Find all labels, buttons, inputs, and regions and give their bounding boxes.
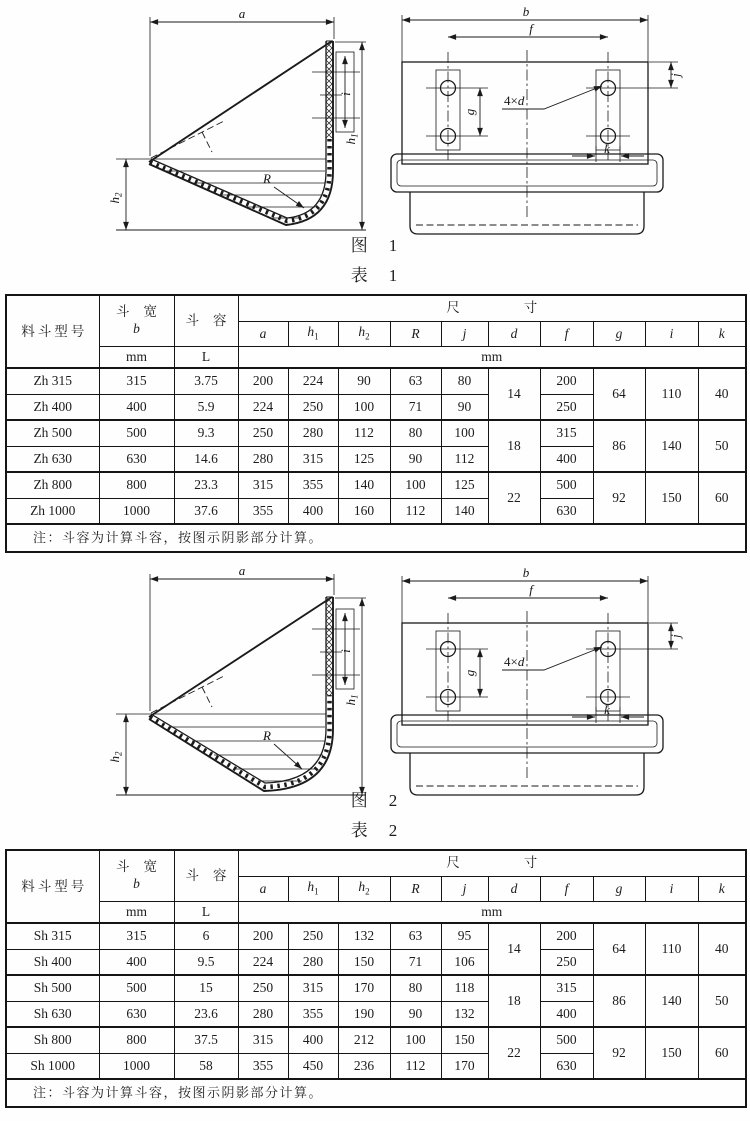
figure-2 [0,553,750,787]
dim-label-k: k [604,702,610,717]
cell-k: 50 [698,975,746,1027]
cell-b: 630 [99,446,174,472]
cell-f: 400 [540,446,593,472]
cell-f: 630 [540,498,593,524]
cell-a: 280 [238,1001,288,1027]
cell-a: 355 [238,498,288,524]
cell-a: 280 [238,446,288,472]
col-header-h1: $h_1$ [288,321,338,346]
cell-g: 92 [593,1027,645,1079]
cell-R: 100 [390,1027,441,1053]
cell-R: 71 [390,394,441,420]
table-note: 注：斗容为计算斗容，按图示阴影部分计算。 [6,1079,746,1107]
cell-j: 150 [441,1027,488,1053]
table-row [6,420,746,446]
cell-f: 250 [540,394,593,420]
dim-label-b: b [522,567,530,580]
cell-d: 22 [488,472,540,524]
holes-label: 4×d [504,93,525,108]
col-header-f: f [540,876,593,901]
cell-a: 250 [238,975,288,1001]
cell-f: 200 [540,923,593,949]
spec-table-2 [5,849,747,1108]
cell-g: 86 [593,975,645,1027]
cell-a: 315 [238,1027,288,1053]
figure2-caption: 图 2 [350,791,400,810]
dim-label-k: k [604,141,610,156]
cell-h1: 280 [288,949,338,975]
bucket-mouth-edge [149,597,332,717]
cell-h2: 150 [338,949,390,975]
cell-R: 80 [390,975,441,1001]
cell-h1: 450 [288,1053,338,1079]
unit-L: L [174,346,238,368]
R-leader [274,187,304,208]
cell-j: 106 [441,949,488,975]
cell-model: Zh 800 [6,472,99,498]
cell-d: 14 [488,368,540,420]
cell-i: 110 [645,368,698,420]
cell-model: Zh 1000 [6,498,99,524]
cell-cap: 23.3 [174,472,238,498]
cell-model: Sh 500 [6,975,99,1001]
back-plate [402,623,648,725]
cell-R: 90 [390,1001,441,1027]
cell-f: 500 [540,472,593,498]
col-header-i: i [645,321,698,346]
unit-mm: mm [238,346,746,368]
cell-f: 400 [540,1001,593,1027]
cell-h2: 160 [338,498,390,524]
table2-caption: 表 2 [350,821,400,840]
bucket-inner-shell [151,41,326,218]
dim-label-i: i [338,92,353,96]
table-row [6,923,746,949]
cell-k: 60 [698,1027,746,1079]
cell-h2: 112 [338,420,390,446]
col-header-R: R [390,321,441,346]
table-row [6,368,746,394]
cell-model: Sh 800 [6,1027,99,1053]
cell-h2: 90 [338,368,390,394]
mouth-angle-dash [151,675,226,713]
cell-R: 112 [390,498,441,524]
cell-b: 400 [99,949,174,975]
cell-h2: 170 [338,975,390,1001]
cell-model: Zh 400 [6,394,99,420]
cell-h2: 125 [338,446,390,472]
dim-label-a: a [238,567,246,578]
col-header-d: d [488,876,540,901]
col-header-j: j [441,876,488,901]
shell-section-hatch [150,136,330,221]
cell-j: 125 [441,472,488,498]
col-header-width: 斗宽 b [99,850,174,901]
col-header-R: R [390,876,441,901]
dim-label-h2: h2 [107,192,124,204]
cell-j: 100 [441,420,488,446]
dim-label-i: i [338,649,353,653]
dim-label-g: g [462,669,477,677]
cell-b: 1000 [99,498,174,524]
col-header-h2: $h_2$ [338,876,390,901]
note-row [6,1079,746,1107]
col-header-g: g [593,321,645,346]
figure1-caption: 图 1 [350,236,400,255]
cell-h1: 400 [288,1027,338,1053]
col-header-h2: $h_2$ [338,321,390,346]
unit-L: L [174,901,238,923]
cell-R: 63 [390,923,441,949]
cell-h2: 190 [338,1001,390,1027]
unit-row [6,901,746,923]
table-row [6,1027,746,1053]
cell-cap: 6 [174,923,238,949]
cell-d: 18 [488,975,540,1027]
cell-f: 200 [540,368,593,394]
col-header-f: f [540,321,593,346]
cell-model: Zh 630 [6,446,99,472]
col-header-h1: $h_1$ [288,876,338,901]
dim-label-j: j [668,73,683,77]
dim-label-a: a [238,6,246,21]
cell-cap: 37.6 [174,498,238,524]
col-header-j: j [441,321,488,346]
cell-i: 110 [645,923,698,975]
cell-d: 18 [488,420,540,472]
cell-f: 500 [540,1027,593,1053]
cell-b: 800 [99,1027,174,1053]
cell-h1: 355 [288,472,338,498]
cell-h2: 100 [338,394,390,420]
unit-row [6,346,746,368]
cell-h1: 315 [288,975,338,1001]
cell-b: 500 [99,975,174,1001]
cell-b: 1000 [99,1053,174,1079]
cell-b: 800 [99,472,174,498]
col-header-a: a [238,876,288,901]
cell-R: 71 [390,949,441,975]
cell-h2: 140 [338,472,390,498]
cell-a: 355 [238,1053,288,1079]
dim-label-g: g [462,108,477,116]
cell-j: 112 [441,446,488,472]
cell-i: 140 [645,975,698,1027]
cell-R: 63 [390,368,441,394]
mount-plate-hatch [326,597,333,695]
cell-k: 50 [698,420,746,472]
cell-f: 250 [540,949,593,975]
header-row [6,850,746,876]
dim-label-h2: h2 [107,751,124,763]
cell-h1: 224 [288,368,338,394]
spec-table-1 [5,294,747,553]
note-row [6,524,746,552]
col-header-capacity: 斗容 [174,850,238,901]
cell-cap: 9.5 [174,949,238,975]
col-header-dims: 尺寸 [238,850,746,876]
figure2-side-view [104,567,376,799]
col-header-d: d [488,321,540,346]
cell-j: 140 [441,498,488,524]
dim-label-b: b [522,6,530,19]
cell-a: 315 [238,472,288,498]
cell-b: 500 [99,420,174,446]
cell-i: 150 [645,1027,698,1079]
cell-h1: 400 [288,498,338,524]
cell-j: 118 [441,975,488,1001]
cell-d: 22 [488,1027,540,1079]
cell-model: Sh 1000 [6,1053,99,1079]
mount-plate-hatch [326,41,333,138]
col-header-k: k [698,876,746,901]
col-header-a: a [238,321,288,346]
unit-mm: mm [238,901,746,923]
dim-label-R: R [263,171,271,186]
cell-model: Zh 315 [6,368,99,394]
bucket-mouth-edge [149,41,332,162]
cell-i: 150 [645,472,698,524]
table-row [6,472,746,498]
cell-f: 315 [540,975,593,1001]
R-leader [274,744,302,769]
col-header-model: 料斗型号 [6,850,99,923]
col-header-g: g [593,876,645,901]
cell-h2: 212 [338,1027,390,1053]
cell-g: 86 [593,420,645,472]
col-header-dims: 尺寸 [238,295,746,321]
angle-tick-dash [202,687,212,707]
cell-j: 95 [441,923,488,949]
dim-label-R: R [263,728,271,743]
cell-h2: 236 [338,1053,390,1079]
cell-cap: 58 [174,1053,238,1079]
table-note: 注：斗容为计算斗容，按图示阴影部分计算。 [6,524,746,552]
cell-a: 224 [238,394,288,420]
cell-cap: 9.3 [174,420,238,446]
table1-caption: 表 1 [350,266,400,285]
cell-j: 132 [441,1001,488,1027]
cell-g: 92 [593,472,645,524]
cell-model: Zh 500 [6,420,99,446]
dim-label-j: j [668,634,683,638]
cell-R: 90 [390,446,441,472]
cell-g: 64 [593,368,645,420]
cell-R: 112 [390,1053,441,1079]
cell-cap: 15 [174,975,238,1001]
cell-g: 64 [593,923,645,975]
col-header-capacity: 斗容 [174,295,238,346]
back-plate [402,62,648,164]
cell-j: 170 [441,1053,488,1079]
figure-1 [0,0,750,234]
mouth-angle-dash [151,120,226,158]
cell-k: 40 [698,368,746,420]
col-header-k: k [698,321,746,346]
cell-f: 315 [540,420,593,446]
dim-label-h1: h1 [343,133,360,145]
cell-h1: 315 [288,446,338,472]
cell-cap: 14.6 [174,446,238,472]
cell-a: 200 [238,923,288,949]
col-header-i: i [645,876,698,901]
cell-h1: 355 [288,1001,338,1027]
cell-model: Sh 315 [6,923,99,949]
cell-i: 140 [645,420,698,472]
dim-label-f: f [529,21,533,36]
table-row [6,975,746,1001]
cell-model: Sh 630 [6,1001,99,1027]
header-row [6,295,746,321]
cell-d: 14 [488,923,540,975]
cell-cap: 23.6 [174,1001,238,1027]
cell-j: 90 [441,394,488,420]
cell-a: 200 [238,368,288,394]
cell-model: Sh 400 [6,949,99,975]
cell-b: 315 [99,923,174,949]
dim-label-f: f [529,582,533,597]
cell-k: 60 [698,472,746,524]
figure1-side-view [104,6,376,238]
cell-cap: 3.75 [174,368,238,394]
cell-h1: 280 [288,420,338,446]
angle-tick-dash [202,132,212,152]
cell-h2: 132 [338,923,390,949]
col-header-model: 料斗型号 [6,295,99,368]
dim-label-h1: h1 [343,694,360,706]
unit-mm: mm [99,901,174,923]
holes-label: 4×d [504,654,525,669]
cell-cap: 5.9 [174,394,238,420]
col-header-width: 斗宽 b [99,295,174,346]
cell-f: 630 [540,1053,593,1079]
cell-a: 250 [238,420,288,446]
cell-k: 40 [698,923,746,975]
cell-R: 80 [390,420,441,446]
cell-b: 400 [99,394,174,420]
cell-R: 100 [390,472,441,498]
cell-b: 630 [99,1001,174,1027]
cell-j: 80 [441,368,488,394]
cell-h1: 250 [288,923,338,949]
cell-cap: 37.5 [174,1027,238,1053]
cell-a: 224 [238,949,288,975]
figure2-front-view [386,567,686,799]
cell-h1: 250 [288,394,338,420]
unit-mm: mm [99,346,174,368]
bucket-outer-shell [149,597,333,791]
cell-b: 315 [99,368,174,394]
figure1-front-view [386,6,686,238]
